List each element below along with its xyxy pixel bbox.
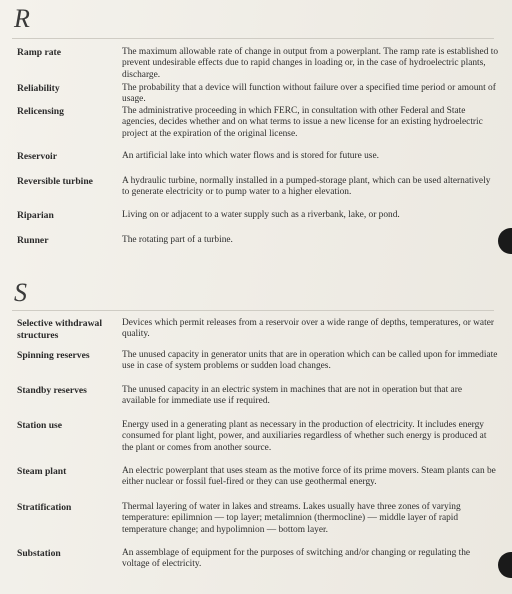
term-reservoir: Reservoir	[17, 151, 57, 162]
term-reversible-turbine: Reversible turbine	[17, 176, 93, 187]
page-edge-tab-marker	[498, 552, 512, 578]
term-spinning-reserves: Spinning reserves	[17, 350, 90, 361]
term-stratification: Stratification	[17, 502, 72, 513]
section-letter-r: R	[14, 4, 30, 33]
definition-station-use: Energy used in a generating plant as necessary in the production of electricity. It includes energy consumed for plant light, power, and auxiliaries regardless of whether such energy is produced at the plant or comes from another source.	[122, 420, 487, 453]
term-steam-plant: Steam plant	[17, 466, 67, 477]
term-standby-reserves: Standby reserves	[17, 385, 87, 396]
section-divider-r	[12, 38, 494, 39]
definition-runner: The rotating part of a turbine.	[122, 235, 233, 245]
definition-relicensing: The administrative proceeding in which FERC, in consultation with other Federal and State agencies, decides whether and on what terms to issue a new license for an existing hydroelectric project at the expiration of the original license.	[122, 106, 483, 139]
page-edge-tab-marker	[498, 228, 512, 254]
term-ramp-rate: Ramp rate	[17, 47, 61, 58]
definition-spinning-reserves: The unused capacity in generator units that are in operation which can be called upon for immediate use in case of system problems or sudden load changes.	[122, 350, 498, 372]
term-station-use: Station use	[17, 420, 63, 431]
section-letter-s: S	[14, 278, 27, 307]
definition-standby-reserves: The unused capacity in an electric system in machines that are not in operation but that are available for immediate use if required.	[122, 385, 462, 407]
term-reliability: Reliability	[17, 83, 60, 94]
definition-riparian: Living on or adjacent to a water supply such as a riverbank, lake, or pond.	[122, 210, 400, 220]
definition-stratification: Thermal layering of water in lakes and streams. Lakes usually have three zones of varying temperature: epilimnion — top layer; metalimnion (thermocline) — middle layer of rapid temperature change; and hypolimnion — bottom layer.	[122, 502, 461, 535]
definition-reversible-turbine: A hydraulic turbine, normally installed in a pumped-storage plant, which can be used alternatively to generate electricity or to pump water to a higher elevation.	[122, 176, 491, 198]
section-divider-s	[12, 310, 494, 311]
definition-ramp-rate: The maximum allowable rate of change in output from a powerplant. The ramp rate is established to prevent undesirable effects due to rapid changes in loading or, in the case of hydroelectric plants, discharge.	[122, 47, 499, 80]
term-runner: Runner	[17, 235, 49, 246]
term-relicensing: Relicensing	[17, 106, 64, 117]
definition-steam-plant: An electric powerplant that uses steam as the motive force of its prime movers. Steam plants can be either nuclear or fossil fuel-fired or they can use geothermal energy.	[122, 466, 496, 488]
term-riparian: Riparian	[17, 210, 54, 221]
definition-selective-withdrawal-structures: Devices which permit releases from a reservoir over a wide range of depths, temperatures, or water quality.	[122, 318, 494, 340]
term-selective-withdrawal-structures: Selective withdrawal structures	[17, 318, 102, 341]
term-substation: Substation	[17, 548, 61, 559]
definition-reservoir: An artificial lake into which water flows and is stored for future use.	[122, 151, 379, 161]
definition-substation: An assemblage of equipment for the purposes of switching and/or changing or regulating the voltage of electricity.	[122, 548, 471, 570]
definition-reliability: The probability that a device will function without failure over a specified time period or amount of usage.	[122, 83, 496, 105]
